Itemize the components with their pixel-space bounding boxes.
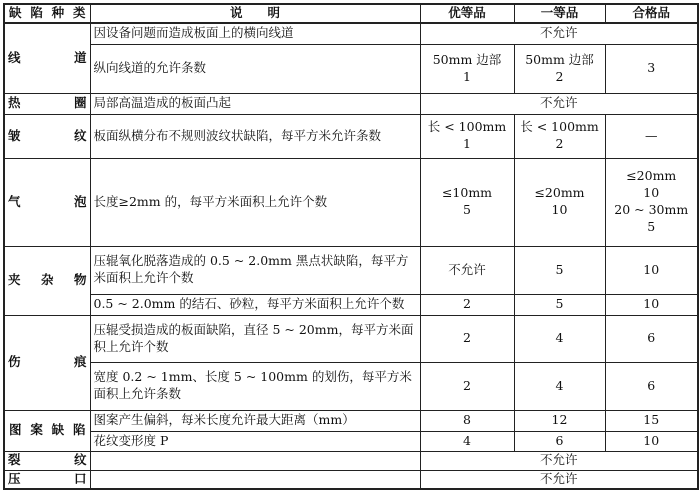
category-press-mark: 压 口	[4, 470, 90, 489]
category-line-streak: 线 道	[4, 23, 90, 93]
first-grade-cell: 长 < 100mm 2	[514, 114, 605, 158]
premium-grade-cell: 不允许	[420, 246, 514, 294]
qualified-grade-cell: 6	[605, 315, 698, 362]
header-qualified-grade: 合格品	[605, 4, 698, 23]
qualified-grade-cell: 10	[605, 246, 698, 294]
table-row	[4, 158, 698, 246]
category-pattern-defect: 图案缺陷	[4, 410, 90, 451]
table-row	[4, 410, 698, 431]
first-grade-cell: 50mm 边部 2	[514, 44, 605, 93]
defect-standards-table	[3, 3, 699, 490]
qualified-grade-cell: 10	[605, 431, 698, 451]
header-defect-category: 缺陷种类	[4, 4, 90, 23]
premium-grade-cell: 8	[420, 410, 514, 431]
header-premium-grade: 优等品	[420, 4, 514, 23]
description-cell: 宽度 0.2 ~ 1mm、长度 5 ~ 100mm 的划伤，每平方米面积上允许条数	[90, 362, 420, 410]
qualified-grade-cell: 15	[605, 410, 698, 431]
qualified-grade-cell: 6	[605, 362, 698, 410]
first-grade-cell: 4	[514, 362, 605, 410]
merged-grade-cell: 不允许	[420, 470, 698, 489]
description-cell: 板面纵横分布不规则波纹状缺陷，每平方米允许条数	[90, 114, 420, 158]
table-row	[4, 114, 698, 158]
table-row	[4, 470, 698, 489]
table-header-row	[4, 4, 698, 23]
description-cell: 长度≥2mm 的，每平方米面积上允许个数	[90, 158, 420, 246]
table-row	[4, 246, 698, 294]
first-grade-cell: 5	[514, 246, 605, 294]
qualified-grade-cell: —	[605, 114, 698, 158]
premium-grade-cell: 2	[420, 362, 514, 410]
description-cell-empty	[90, 451, 420, 470]
merged-grade-cell: 不允许	[420, 23, 698, 44]
description-cell: 图案产生偏斜，每米长度允许最大距离（mm）	[90, 410, 420, 431]
first-grade-cell: 6	[514, 431, 605, 451]
premium-grade-cell: ≤10mm 5	[420, 158, 514, 246]
category-wrinkle: 皱 纹	[4, 114, 90, 158]
category-hot-ring: 热 圈	[4, 93, 90, 114]
description-cell-empty	[90, 470, 420, 489]
category-scar: 伤 痕	[4, 315, 90, 410]
qualified-grade-cell: ≤20mm 10 20 ~ 30mm 5	[605, 158, 698, 246]
first-grade-cell: ≤20mm 10	[514, 158, 605, 246]
premium-grade-cell: 2	[420, 315, 514, 362]
table-row	[4, 315, 698, 362]
description-cell: 0.5 ~ 2.0mm 的结石、砂粒，每平方米面积上允许个数	[90, 294, 420, 315]
merged-grade-cell: 不允许	[420, 451, 698, 470]
category-inclusion: 夹杂物	[4, 246, 90, 315]
first-grade-cell: 5	[514, 294, 605, 315]
qualified-grade-cell: 10	[605, 294, 698, 315]
table-row	[4, 44, 698, 93]
premium-grade-cell: 4	[420, 431, 514, 451]
defect-standards-table-container	[3, 3, 697, 487]
description-cell: 压辊氧化脱落造成的 0.5 ~ 2.0mm 黑点状缺陷，每平方米面积上允许个数	[90, 246, 420, 294]
qualified-grade-cell: 3	[605, 44, 698, 93]
premium-grade-cell: 2	[420, 294, 514, 315]
table-row	[4, 93, 698, 114]
merged-grade-cell: 不允许	[420, 93, 698, 114]
description-cell: 纵向线道的允许条数	[90, 44, 420, 93]
first-grade-cell: 4	[514, 315, 605, 362]
premium-grade-cell: 长 < 100mm 1	[420, 114, 514, 158]
description-cell: 花纹变形度 P	[90, 431, 420, 451]
header-first-grade: 一等品	[514, 4, 605, 23]
category-bubble: 气 泡	[4, 158, 90, 246]
table-row	[4, 362, 698, 410]
description-cell: 压辊受损造成的板面缺陷，直径 5 ~ 20mm，每平方米面积上允许个数	[90, 315, 420, 362]
table-row	[4, 23, 698, 44]
table-row	[4, 431, 698, 451]
table-row	[4, 294, 698, 315]
table-row	[4, 451, 698, 470]
description-cell: 因设备问题而造成板面上的横向线道	[90, 23, 420, 44]
description-cell: 局部高温造成的板面凸起	[90, 93, 420, 114]
first-grade-cell: 12	[514, 410, 605, 431]
category-crack: 裂 纹	[4, 451, 90, 470]
header-description: 说 明	[90, 4, 420, 23]
premium-grade-cell: 50mm 边部 1	[420, 44, 514, 93]
